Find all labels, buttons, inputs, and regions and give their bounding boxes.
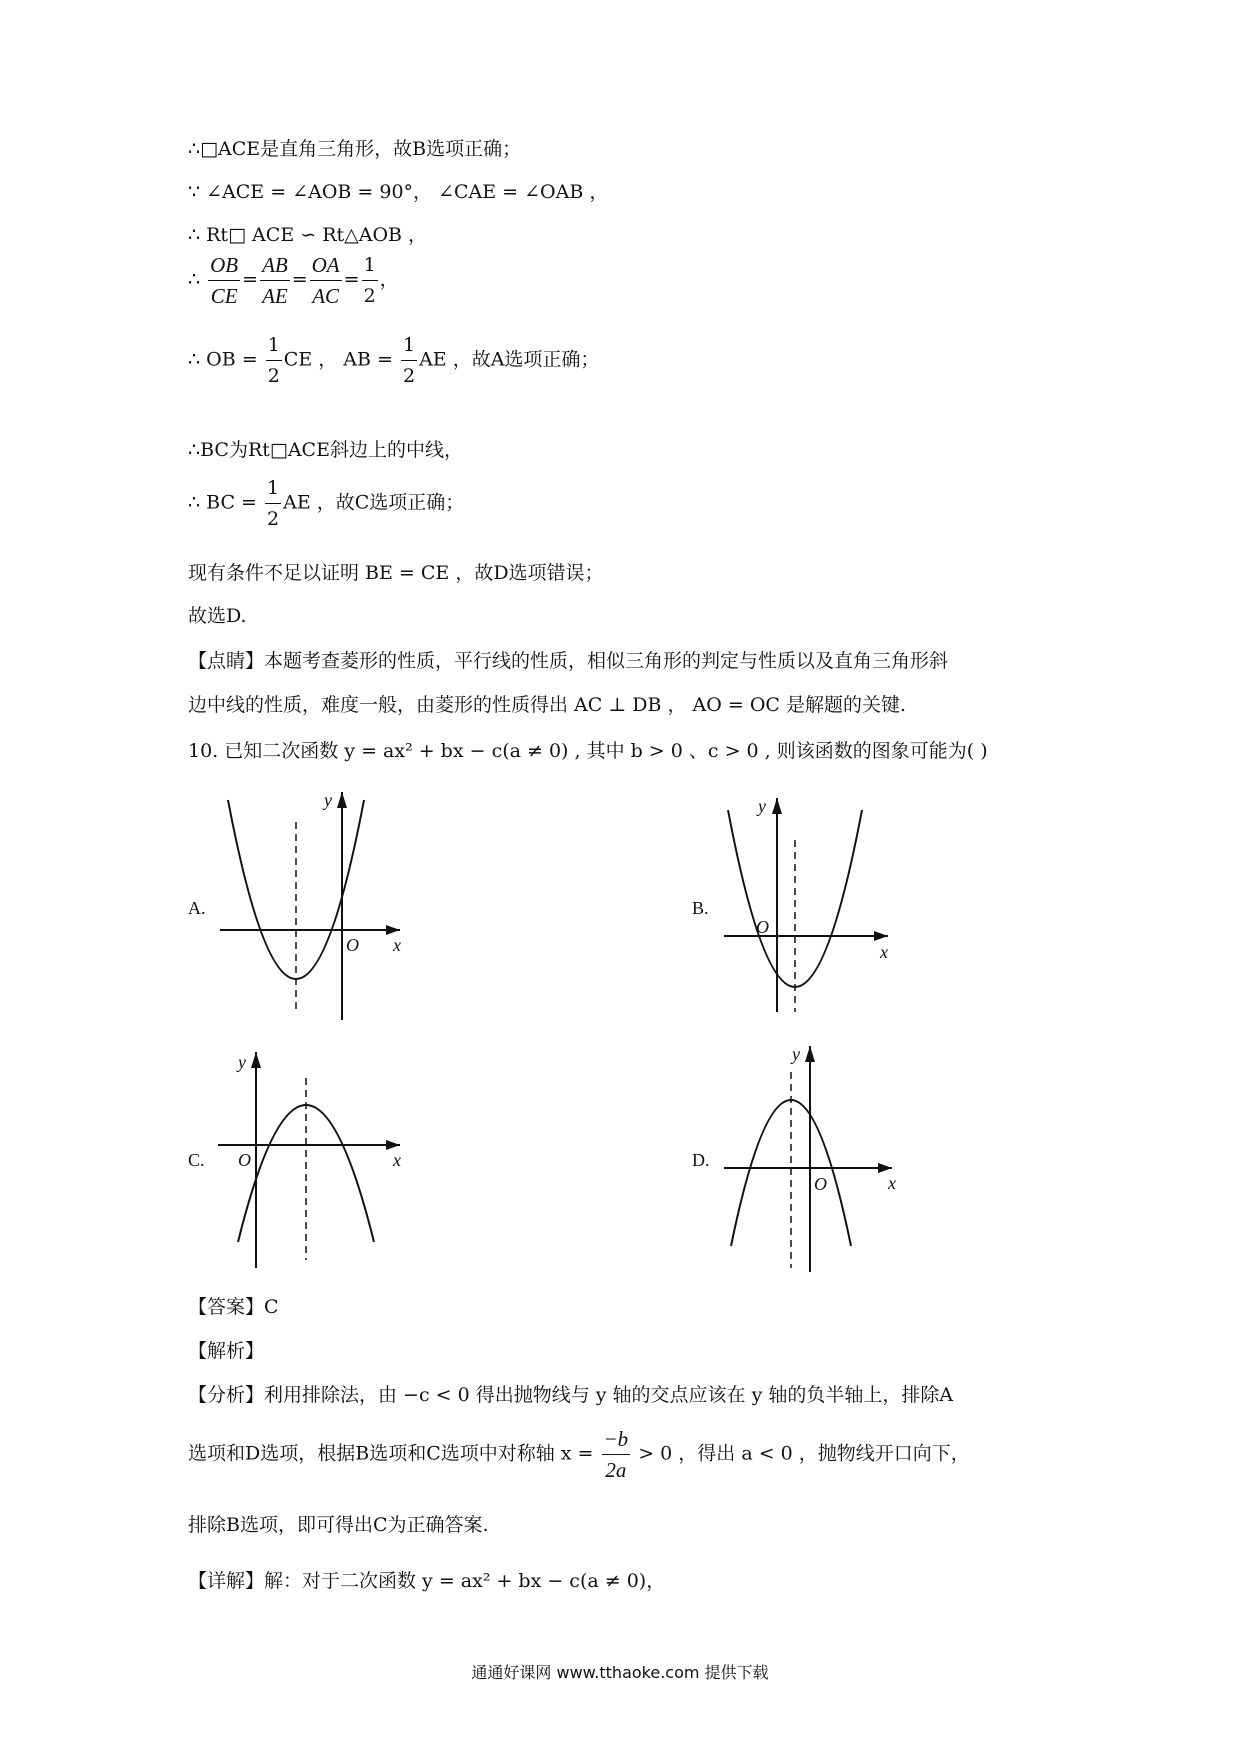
answer-label: 【答案】C [188, 1296, 279, 1318]
numerator: OB [208, 250, 240, 281]
y-label: y [324, 790, 332, 810]
comma: ， [379, 268, 399, 291]
line-dianjing-2: 边中线的性质，难度一般，由菱形的性质得出 AC ⊥ DB ， AO = OC 是解题的关键. [188, 694, 907, 716]
origin-label: O [814, 1174, 827, 1194]
therefore-symbol: ∴ [188, 268, 201, 291]
denominator: 2 [267, 365, 280, 387]
y-label: y [238, 1052, 246, 1072]
denominator: AC [312, 284, 340, 308]
numerator: 1 [362, 250, 378, 281]
x-label: x [888, 1173, 896, 1193]
numerator: 1 [401, 330, 417, 361]
denominator: CE [210, 284, 238, 308]
x-label: x [393, 935, 401, 955]
line-bc-median: ∴BC为Rt□ACE斜边上的中线， [188, 439, 463, 461]
fenxi-line-2 [188, 1424, 970, 1485]
origin-label: O [346, 935, 359, 955]
option-c-label: C. [188, 1150, 205, 1170]
text-option-c-correct: AE ，故C选项正确； [283, 491, 465, 514]
y-label: y [758, 796, 766, 816]
denominator: 2 [267, 508, 280, 530]
denominator: AE [262, 284, 288, 308]
x-label: x [880, 942, 888, 962]
line-option-d-wrong: 现有条件不足以证明 BE = CE ，故D选项错误； [188, 562, 604, 584]
line-ratio-equation: ∴ $\frac{OB}{CE}$ = $\frac{AB}{AE}$ = $\frac{OA}{AC}$ = $\frac{1}{2}$ ， [188, 250, 399, 311]
option-b-label: B. [692, 898, 709, 918]
denominator: 2 [402, 365, 416, 387]
origin-label: O [756, 917, 769, 937]
question-10: 10. 已知二次函数 y = ax² + bx − c(a ≠ 0) , 其中 b > 0 、c > 0 , 则该函数的图象可能为( ) [188, 740, 988, 762]
fenxi-text-b: > 0 ，得出 a < 0 ，抛物线开口向下， [638, 1442, 970, 1465]
numerator: 1 [265, 473, 281, 504]
line-choose-d: 故选D. [188, 605, 247, 627]
fenxi-line-1: 【分析】利用排除法，由 −c < 0 得出抛物线与 y 轴的交点应该在 y 轴的负半轴上，排除A [188, 1384, 954, 1406]
numerator: OA [310, 250, 342, 281]
fenxi-text-a: 选项和D选项，根据B选项和C选项中对称轴 x = [188, 1442, 594, 1465]
numerator: AB [260, 250, 290, 281]
x-axis-arrow [878, 1163, 892, 1173]
line-angle-equal: ∵ ∠ACE = ∠AOB = 90°， ∠CAE = ∠OAB ， [188, 181, 609, 203]
denominator: 2a [605, 1458, 627, 1482]
x-label: x [393, 1150, 401, 1170]
page-footer: 通通好课网 www.tthaoke.com 提供下载 [471, 1663, 769, 1682]
analysis-label: 【解析】 [188, 1340, 265, 1362]
denominator: 2 [363, 285, 376, 307]
y-axis-arrow [805, 1046, 815, 1062]
fraction-neg-b-over-2a [602, 1424, 631, 1485]
numerator: 1 [266, 330, 282, 361]
option-a-label: A. [188, 898, 206, 918]
origin-label: O [238, 1150, 251, 1170]
y-label: y [792, 1044, 800, 1064]
line-ace-right-triangle: ∴□ACE是直角三角形，故B选项正确； [188, 138, 522, 160]
text-option-a-correct: AE ，故A选项正确； [419, 348, 600, 371]
text-ob-equals: ∴ OB = [188, 348, 258, 371]
xiangjie-line: 【详解】解：对于二次函数 y = ax² + bx − c(a ≠ 0)， [188, 1570, 666, 1592]
fenxi-line-3: 排除B选项，即可得出C为正确答案. [188, 1514, 489, 1536]
line-similar-triangles: ∴ Rt□ ACE ∽ Rt△AOB ， [188, 224, 428, 246]
text-bc-equals: ∴ BC = [188, 491, 257, 514]
option-d-label: D. [692, 1150, 710, 1170]
text-ce-ab-equals: CE ， AB = [283, 348, 393, 371]
line-dianjing-1: 【点睛】本题考查菱形的性质，平行线的性质，相似三角形的判定与性质以及直角三角形斜 [188, 650, 949, 672]
numerator: −b [602, 1424, 631, 1455]
